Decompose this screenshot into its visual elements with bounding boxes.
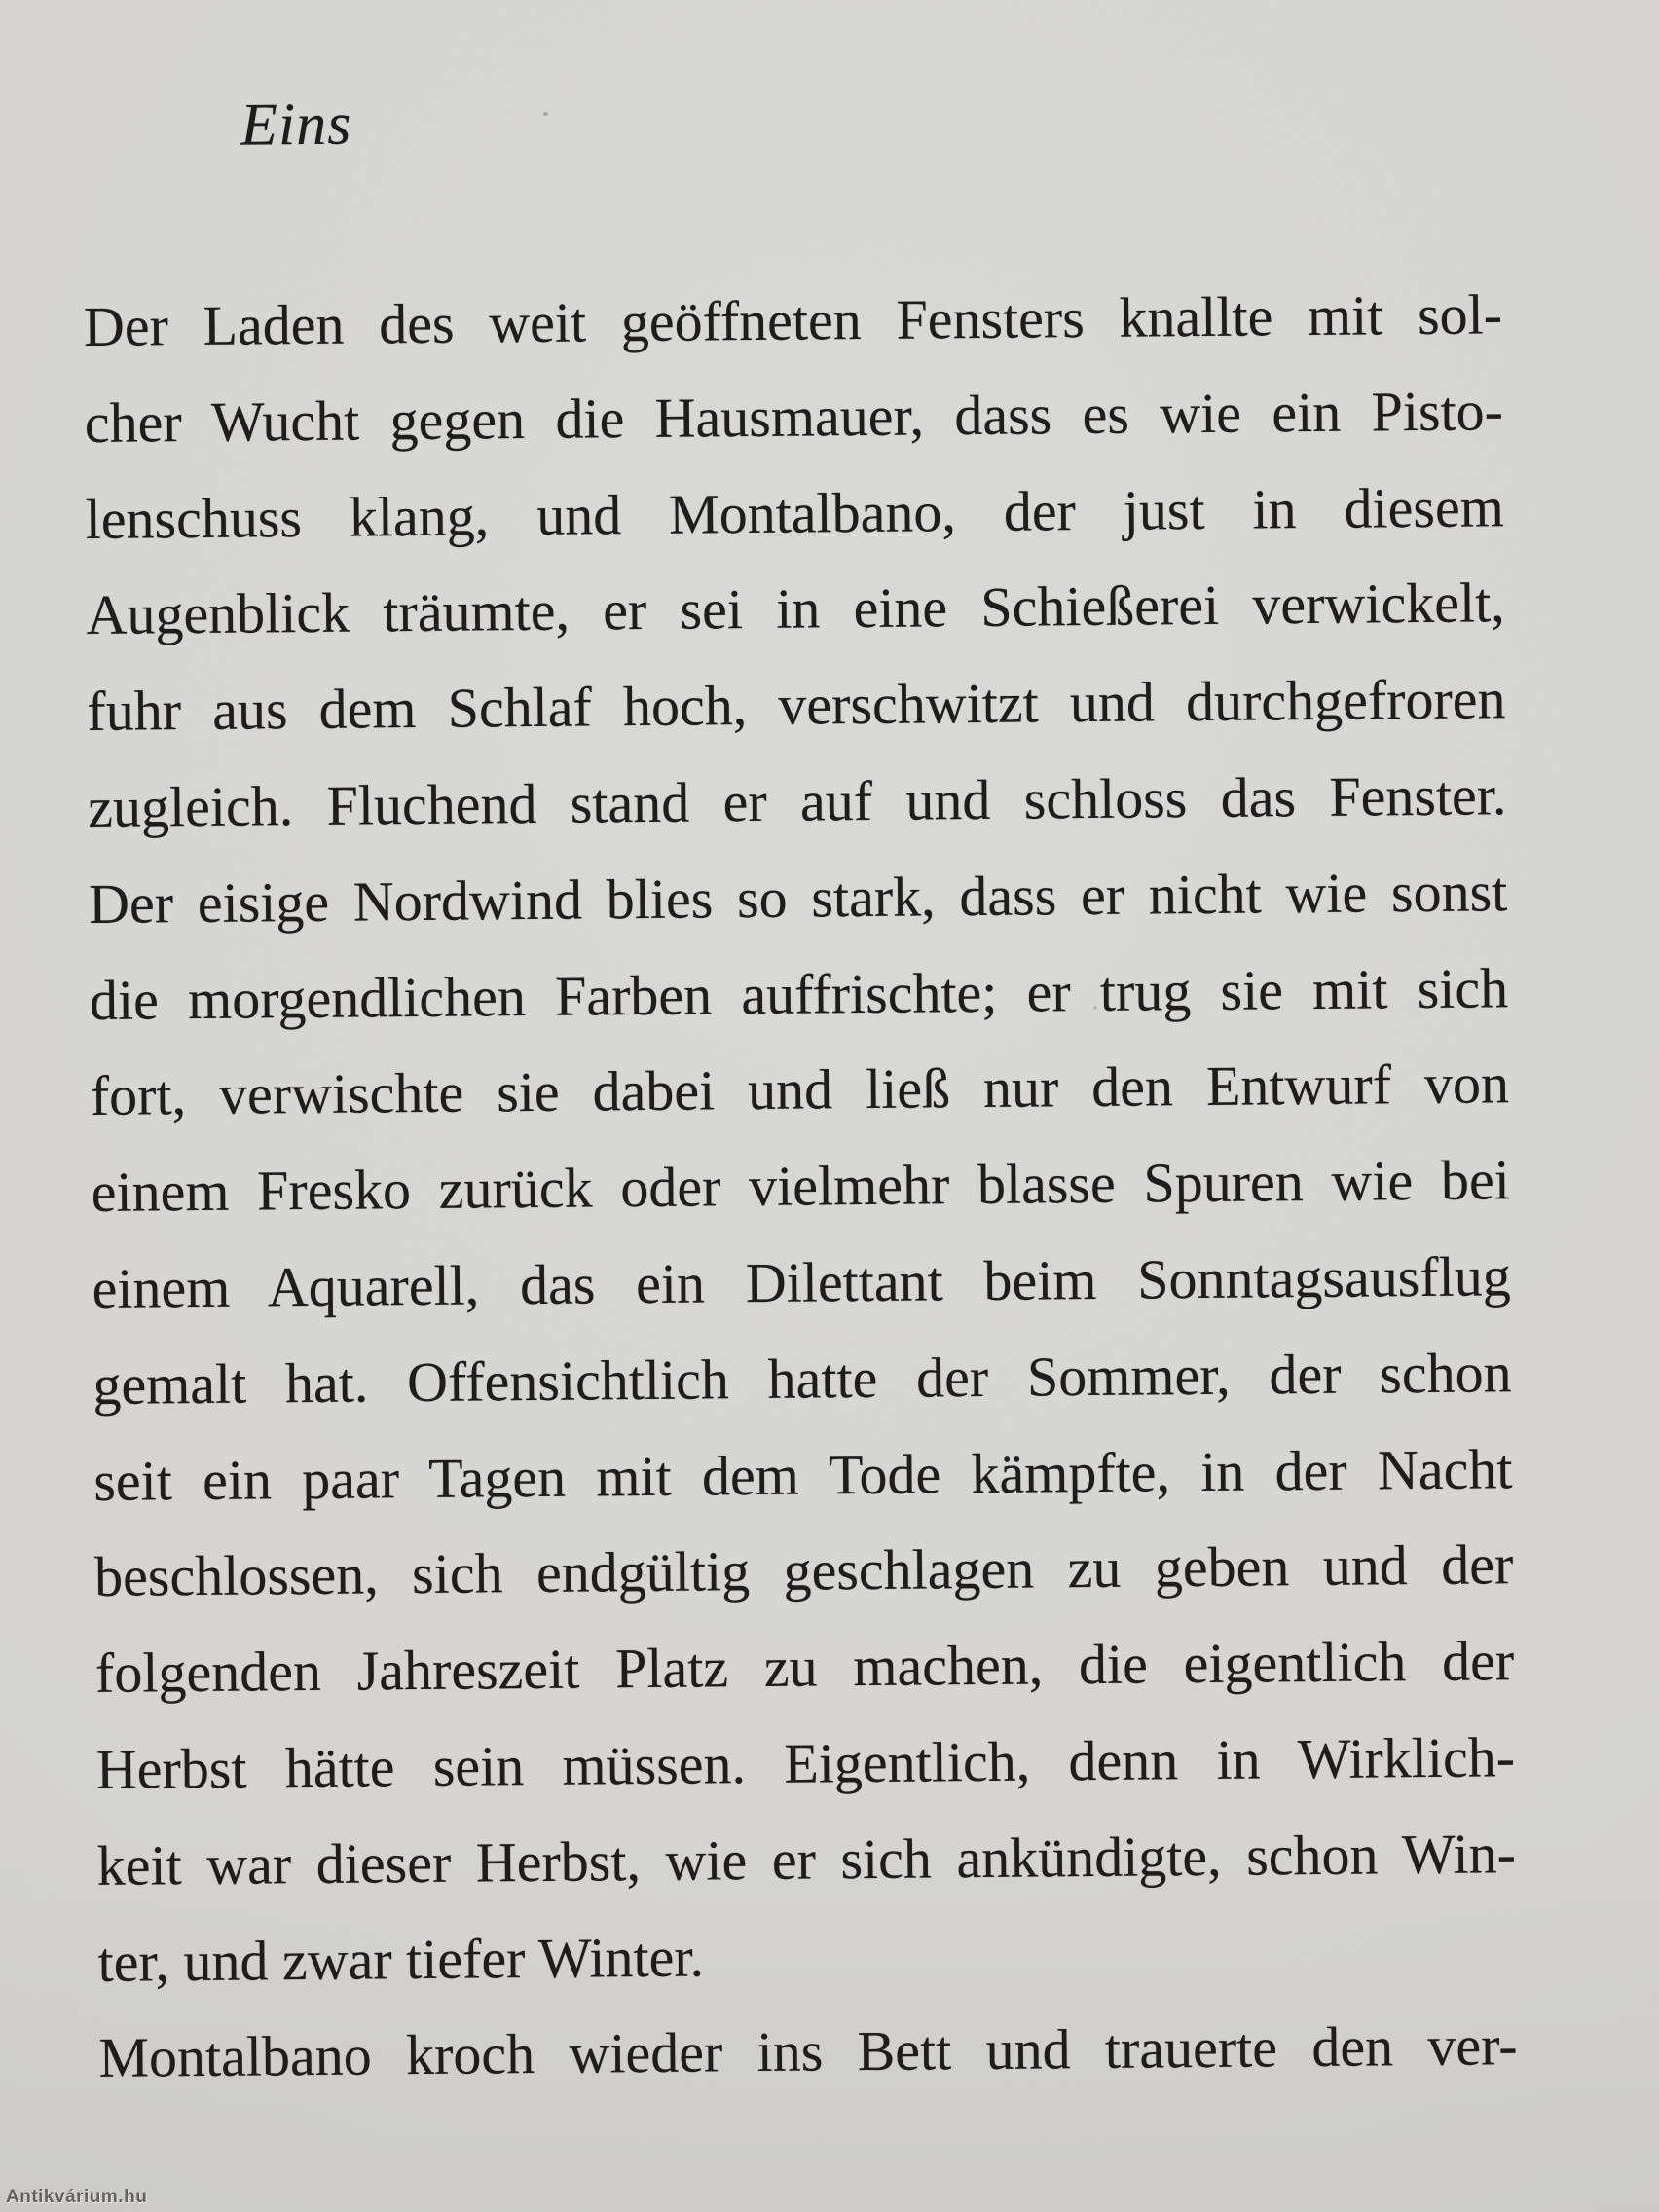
body-text (84, 267, 1519, 2107)
text-line: seit ein paar Tagen mit dem Tode kämpfte, in der Nacht (92, 1436, 1513, 1513)
watermark-label: Antikvárium.hu (6, 2187, 148, 2207)
text-line: gemalt hat. Offensichtlich hatte der Sommer, der schon (92, 1340, 1512, 1417)
text-line: lenschuss klang, und Montalbano, der just in diesem (85, 474, 1505, 551)
dust-speck (543, 112, 548, 116)
text-line: Montalbano kroch wieder ins Bett und trauerte den ver- (98, 2013, 1518, 2090)
text-line: keit war dieser Herbst, wie er sich ankündigte, schon Win- (96, 1821, 1517, 1898)
chapter-heading: Eins (240, 91, 352, 159)
text-line: folgenden Jahreszeit Platz zu machen, die eigentlich der (94, 1629, 1515, 1706)
text-line: die morgendlichen Farben auffrischte; er trug sie mit sich (89, 955, 1509, 1032)
text-line: Augenblick träumte, er sei in eine Schießerei verwickelt, (86, 571, 1505, 647)
text-line: einem Aquarell, das ein Dilettant beim Sonntagsausflug (92, 1244, 1511, 1320)
text-line: einem Fresko zurück oder vielmehr blasse Spuren wie bei (91, 1148, 1511, 1225)
text-line: fort, verwischte sie dabei und ließ nur den Entwurf von (90, 1051, 1510, 1128)
text-line: Herbst hätte sein müssen. Eigentlich, denn in Wirklich- (95, 1725, 1516, 1801)
text-line: beschlossen, sich endgültig geschlagen zu geben und der (93, 1532, 1514, 1609)
text-line: Der eisige Nordwind blies so stark, dass er nicht wie sonst (88, 860, 1508, 936)
text-line: ter, und zwar tiefer Winter. (97, 1925, 705, 1994)
text-line: fuhr aus dem Schlaf hoch, verschwitzt und durchgefroren (87, 667, 1506, 744)
text-line: zugleich. Fluchend stand er auf und schloss das Fenster. (87, 763, 1507, 839)
text-line: Der Laden des weit geöffneten Fensters knallte mit sol- (83, 282, 1503, 358)
text-line: cher Wucht gegen die Hausmauer, dass es wie ein Pisto- (84, 379, 1504, 455)
